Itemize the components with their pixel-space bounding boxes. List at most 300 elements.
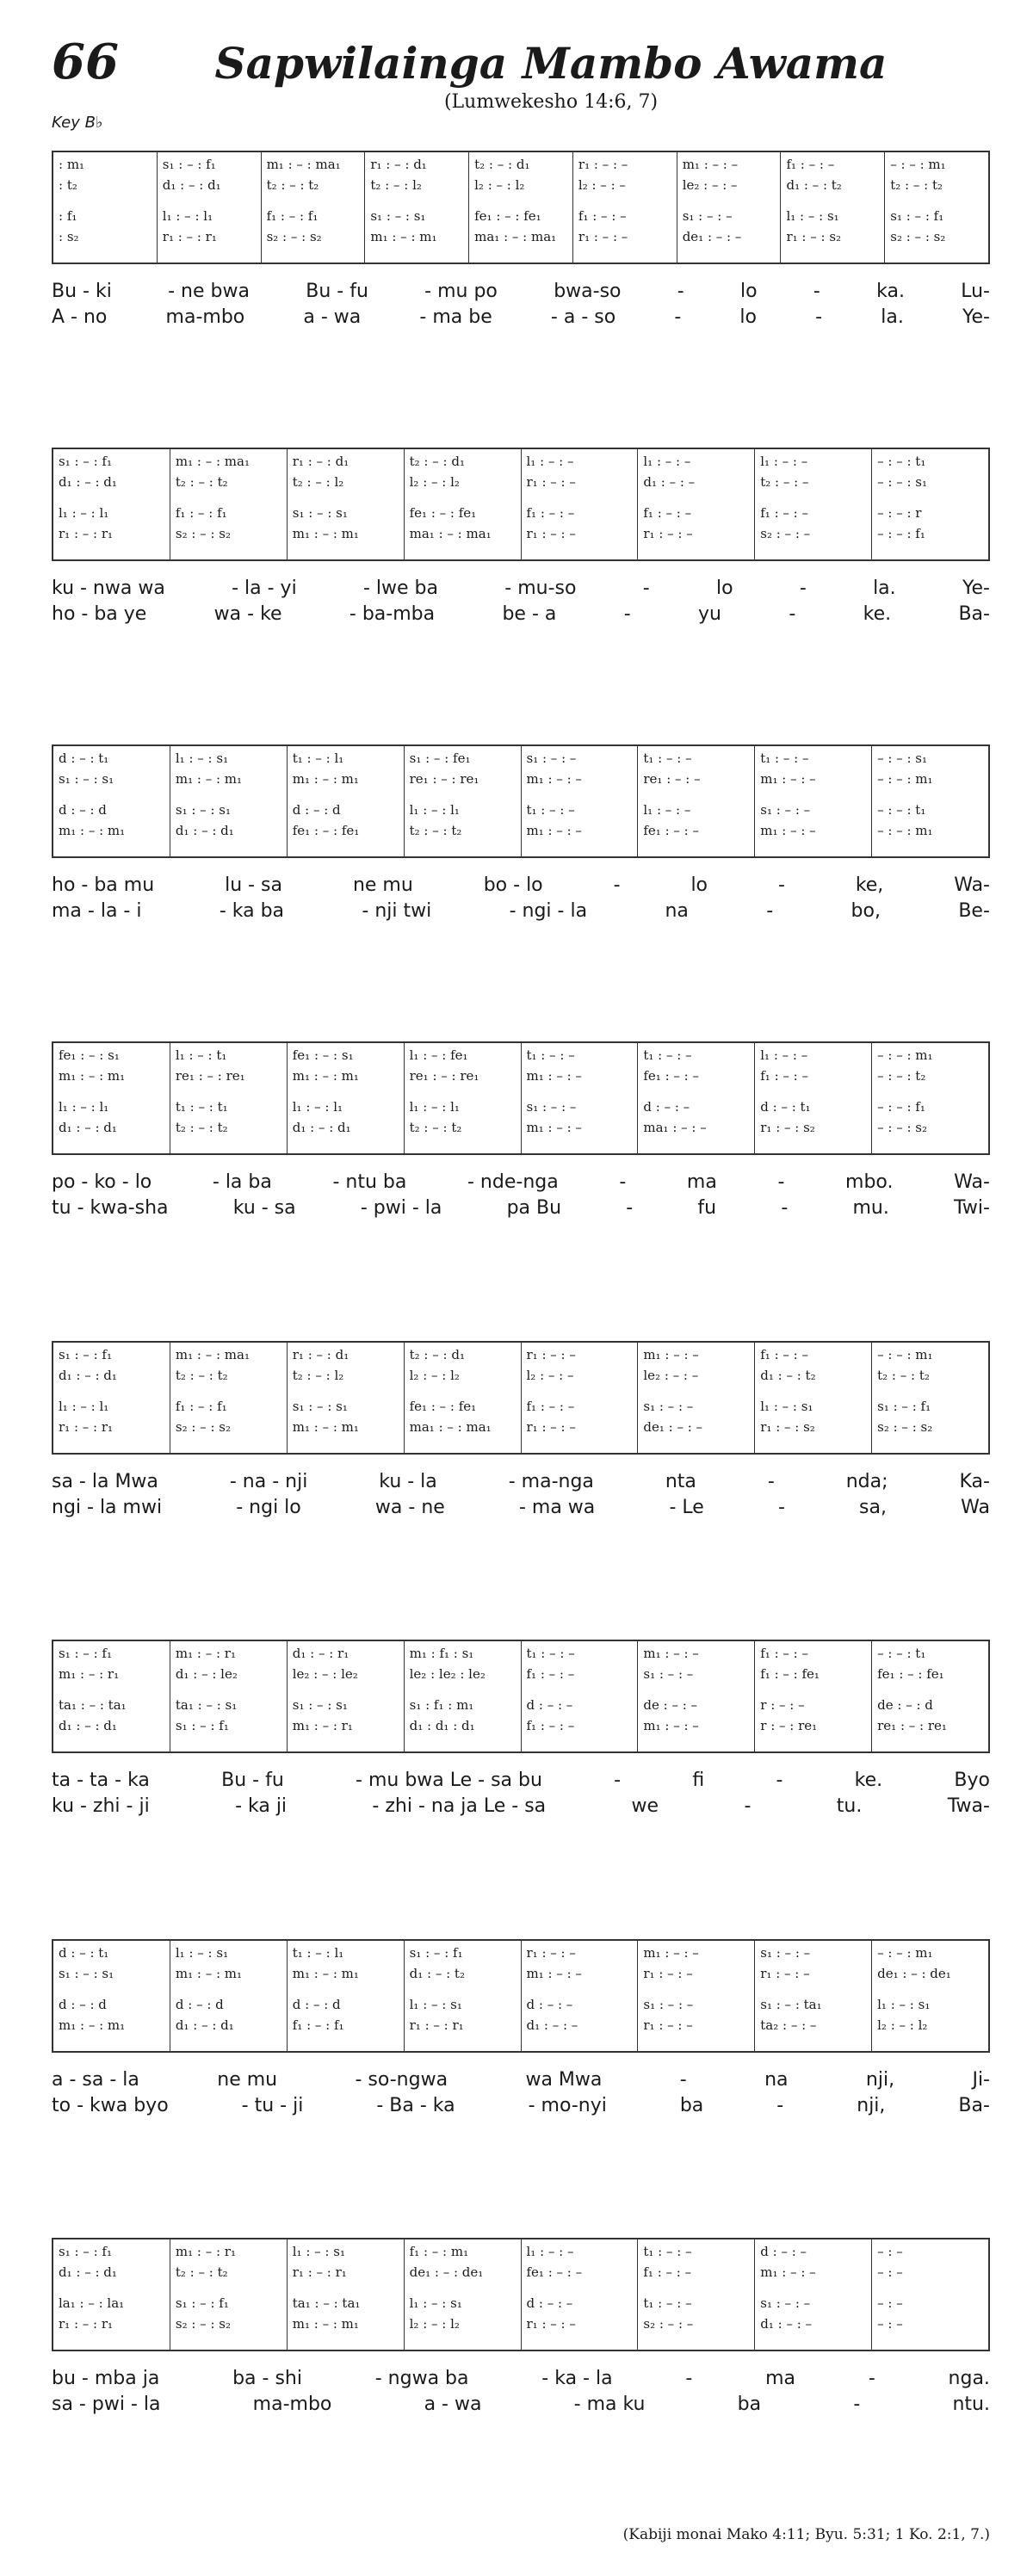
lyric-syllables: Byo xyxy=(954,1770,990,1791)
lyric-syllables: ma xyxy=(686,1171,717,1193)
upper-voices: d : – : – m₁ : – : – xyxy=(760,2244,816,2280)
measure xyxy=(288,1941,405,2051)
upper-voices: r₁ : – : d₁ t₂ : – : l₂ xyxy=(370,157,427,193)
measure xyxy=(288,1043,405,1153)
lower-voices: s₁ : – : – r₁ : – : – xyxy=(643,1997,694,2033)
lower-voices: f₁ : – : – r₁ : – : – xyxy=(526,505,576,541)
lower-voices: r : – : – r : – : re₁ xyxy=(760,1697,818,1733)
hymn-number: 66 xyxy=(52,34,119,90)
lyric-syllables: fi xyxy=(692,1770,705,1791)
lyric-syllables: fu xyxy=(697,1197,717,1219)
lyric-syllables: ta - ta - ka xyxy=(52,1770,150,1791)
lower-voices: fe₁ : – : fe₁ ma₁ : – : ma₁ xyxy=(409,1399,492,1435)
upper-voices: fe₁ : – : s₁ m₁ : – : m₁ xyxy=(59,1047,126,1084)
lyric-syllables: bu - mba ja xyxy=(52,2368,160,2389)
upper-voices: – : – – : – xyxy=(877,2244,903,2280)
measure xyxy=(638,449,755,559)
lower-voices: de : – : – m₁ : – : – xyxy=(643,1697,699,1733)
upper-voices: t₂ : – : d₁ l₂ : – : l₂ xyxy=(409,454,465,490)
lower-voices: s₁ : f₁ : m₁ d₁ : d₁ : d₁ xyxy=(409,1697,475,1733)
lyric-line-verse-2 xyxy=(52,2393,990,2417)
lower-voices: f₁ : – : – s₂ : – : – xyxy=(760,505,811,541)
upper-voices: s₁ : – : – r₁ : – : – xyxy=(760,1945,811,1981)
lower-voices: – : – : r – : – : f₁ xyxy=(877,505,925,541)
measure xyxy=(872,449,988,559)
lower-voices: f₁ : – : – r₁ : – : – xyxy=(578,208,628,244)
lyric-syllables: - so-ngwa xyxy=(355,2069,448,2091)
lower-voices: t₁ : – : t₁ t₂ : – : t₂ xyxy=(175,1099,228,1135)
measure xyxy=(53,746,170,856)
lyric-syllables: - nde-nga xyxy=(467,1171,559,1193)
lyric-line-verse-1 xyxy=(52,874,990,898)
lyric-syllables: - ntu ba xyxy=(332,1171,407,1193)
lyric-syllables: Bu - ki xyxy=(52,281,112,302)
music-system xyxy=(52,1341,990,1520)
lyric-syllables: - xyxy=(613,874,621,896)
lyric-syllables: ba xyxy=(737,2394,762,2415)
lyric-syllables: Wa xyxy=(961,1497,990,1518)
lyric-syllables: - xyxy=(777,1497,785,1518)
measure xyxy=(53,2239,170,2350)
measure xyxy=(638,1043,755,1153)
lyric-syllables: - xyxy=(853,2394,861,2415)
lower-voices: l₁ : – : s₁ r₁ : – : r₁ xyxy=(409,1997,464,2033)
upper-voices: t₂ : – : d₁ l₂ : – : l₂ xyxy=(474,157,530,193)
lyric-syllables: - Le xyxy=(669,1497,704,1518)
lyric-syllables: - mo-nyi xyxy=(528,2095,607,2116)
upper-voices: m₁ : – : – le₂ : – : – xyxy=(643,1347,699,1383)
solfa-staff xyxy=(52,2238,990,2351)
music-system xyxy=(52,448,990,627)
lyric-syllables: ma-mbo xyxy=(165,306,245,328)
upper-voices: t₁ : – : – f₁ : – : – xyxy=(526,1646,575,1682)
lower-voices: f₁ : – : f₁ s₂ : – : s₂ xyxy=(175,505,231,541)
lyric-syllables: - xyxy=(674,306,682,328)
upper-voices: r₁ : – : – l₂ : – : – xyxy=(526,1347,576,1383)
lower-voices: s₁ : – : ta₁ ta₂ : – : – xyxy=(760,1997,822,2033)
lower-voices: l₁ : – : l₁ d₁ : – : d₁ xyxy=(292,1099,351,1135)
measure xyxy=(638,1641,755,1751)
lyric-syllables: lo xyxy=(715,578,733,599)
lyric-syllables: - xyxy=(744,1795,752,1817)
lyric-syllables: - xyxy=(777,1171,785,1193)
lower-voices: fe₁ : – : fe₁ ma₁ : – : ma₁ xyxy=(409,505,492,541)
lower-voices: t₁ : – : – m₁ : – : – xyxy=(526,802,582,838)
lyric-syllables: - xyxy=(614,1770,622,1791)
upper-voices: t₁ : – : – re₁ : – : – xyxy=(643,751,701,787)
lyric-syllables: A - no xyxy=(52,306,108,328)
solfa-staff xyxy=(52,448,990,561)
lyric-syllables: Bu - fu xyxy=(306,281,368,302)
key-signature: Key B♭ xyxy=(52,114,103,132)
music-system xyxy=(52,2238,990,2417)
lyric-syllables: - ma be xyxy=(419,306,492,328)
upper-voices: f₁ : – : – d₁ : – : t₂ xyxy=(760,1347,816,1383)
upper-voices: m₁ : – : – le₂ : – : – xyxy=(682,157,739,193)
lower-voices: t₁ : – : – s₂ : – : – xyxy=(643,2295,694,2332)
lyric-syllables: bwa-so xyxy=(554,281,622,302)
lyric-syllables: - ka - la xyxy=(541,2368,613,2389)
measure xyxy=(638,1941,755,2051)
measure xyxy=(53,1343,170,1453)
lower-voices: s₁ : – : – m₁ : – : – xyxy=(526,1099,582,1135)
lower-voices: s₁ : – : f₁ s₂ : – : s₂ xyxy=(175,2295,231,2332)
music-system xyxy=(52,1939,990,2118)
lyric-line-verse-2 xyxy=(52,2094,990,2118)
lyric-syllables: - xyxy=(868,2368,875,2389)
lyric-syllables: - xyxy=(619,1171,627,1193)
measure xyxy=(755,746,872,856)
measure xyxy=(755,1641,872,1751)
lyric-syllables: ku - la xyxy=(379,1471,437,1492)
upper-voices: m₁ : – : r₁ t₂ : – : t₂ xyxy=(175,2244,236,2280)
lyric-syllables: Ji- xyxy=(972,2069,990,2091)
upper-voices: s₁ : – : f₁ d₁ : – : d₁ xyxy=(162,157,221,193)
lyric-line-verse-1 xyxy=(52,1769,990,1793)
lyric-syllables: lo xyxy=(740,281,758,302)
lyric-syllables: nga. xyxy=(948,2368,990,2389)
lyric-syllables: ntu. xyxy=(952,2394,990,2415)
lyric-syllables: Ba- xyxy=(958,2095,990,2116)
lyric-syllables: ku - zhi - ji xyxy=(52,1795,150,1817)
upper-voices: l₁ : – : – r₁ : – : – xyxy=(526,454,576,490)
measure xyxy=(170,1941,288,2051)
lower-voices: l₁ : – : s₁ r₁ : – : s₂ xyxy=(786,208,842,244)
measure xyxy=(469,152,573,263)
upper-voices: l₁ : – : fe₁ re₁ : – : re₁ xyxy=(409,1047,479,1084)
lower-voices: l₁ : – : l₁ t₂ : – : t₂ xyxy=(409,1099,462,1135)
lyric-syllables: a - wa xyxy=(303,306,362,328)
upper-voices: l₁ : – : s₁ r₁ : – : r₁ xyxy=(292,2244,347,2280)
lyric-syllables: - mu-so xyxy=(504,578,577,599)
lower-voices: s₁ : – : s₁ m₁ : – : m₁ xyxy=(292,505,359,541)
upper-voices: f₁ : – : m₁ de₁ : – : de₁ xyxy=(409,2244,484,2280)
lyric-syllables: - la ba xyxy=(212,1171,272,1193)
lyric-syllables: Ye- xyxy=(962,578,990,599)
measure xyxy=(573,152,677,263)
lyric-syllables: wa Mwa xyxy=(525,2069,603,2091)
lyric-syllables: Twi- xyxy=(954,1197,990,1219)
lower-voices: d : – : – ma₁ : – : – xyxy=(643,1099,707,1135)
lyric-syllables: we xyxy=(631,1795,659,1817)
lyric-syllables: - xyxy=(781,1197,789,1219)
upper-voices: l₁ : – : – f₁ : – : – xyxy=(760,1047,808,1084)
lyric-syllables: - xyxy=(766,900,774,922)
lower-voices: s₁ : – : s₁ m₁ : – : m₁ xyxy=(292,1399,359,1435)
lyric-syllables: lo xyxy=(690,874,708,896)
lyric-syllables: Twa- xyxy=(947,1795,990,1817)
lyric-syllables: na xyxy=(665,900,689,922)
lyric-syllables: - ne bwa xyxy=(168,281,250,302)
lyric-syllables: Ba- xyxy=(958,603,990,625)
measure xyxy=(872,2239,988,2350)
lower-voices: l₁ : – : l₁ r₁ : – : r₁ xyxy=(59,505,114,541)
measure xyxy=(262,152,366,263)
upper-voices: l₁ : – : – fe₁ : – : – xyxy=(526,2244,583,2280)
upper-voices: s₁ : – : – m₁ : – : – xyxy=(526,751,582,787)
upper-voices: d₁ : – : r₁ le₂ : – : le₂ xyxy=(292,1646,358,1682)
measure xyxy=(288,746,405,856)
measure xyxy=(755,2239,872,2350)
music-system xyxy=(52,744,990,924)
lyric-syllables: - ka ba xyxy=(219,900,285,922)
upper-voices: m₁ : – : r₁ d₁ : – : le₂ xyxy=(175,1646,238,1682)
lyric-syllables: - Ba - ka xyxy=(376,2095,455,2116)
lyric-syllables: - ngi lo xyxy=(236,1497,301,1518)
upper-voices: s₁ : – : f₁ d₁ : – : t₂ xyxy=(409,1945,465,1981)
lyric-syllables: nta xyxy=(665,1471,696,1492)
lyric-syllables: - ngwa ba xyxy=(374,2368,469,2389)
lyric-line-verse-2 xyxy=(52,1196,990,1220)
upper-voices: s₁ : – : fe₁ re₁ : – : re₁ xyxy=(409,751,479,787)
lyric-syllables: ba xyxy=(679,2095,704,2116)
lyric-syllables: - xyxy=(677,281,684,302)
lower-voices: f₁ : – : f₁ s₂ : – : s₂ xyxy=(175,1399,231,1435)
measure xyxy=(638,746,755,856)
upper-voices: t₁ : – : – m₁ : – : – xyxy=(760,751,816,787)
measure xyxy=(158,152,262,263)
upper-voices: s₁ : – : f₁ d₁ : – : d₁ xyxy=(59,1347,117,1383)
lyric-syllables: be - a xyxy=(502,603,557,625)
music-system xyxy=(52,1640,990,1819)
measure xyxy=(755,1343,872,1453)
measure xyxy=(288,1641,405,1751)
upper-voices: s₁ : – : f₁ d₁ : – : d₁ xyxy=(59,454,117,490)
measure xyxy=(872,1043,988,1153)
upper-voices: m₁ : – : – s₁ : – : – xyxy=(643,1646,699,1682)
measure xyxy=(405,1641,522,1751)
hymn-title: Sapwilainga Mambo Awama xyxy=(214,38,888,89)
lower-voices: d : – : d d₁ : – : d₁ xyxy=(175,1997,234,2033)
measure xyxy=(288,449,405,559)
upper-voices: m₁ : f₁ : s₁ le₂ : le₂ : le₂ xyxy=(409,1646,486,1682)
lyric-syllables: bo, xyxy=(851,900,881,922)
measure xyxy=(53,1941,170,2051)
lyric-syllables: Ye- xyxy=(962,306,990,328)
upper-voices: t₂ : – : d₁ l₂ : – : l₂ xyxy=(409,1347,465,1383)
measure xyxy=(522,1343,639,1453)
upper-voices: – : – : m₁ – : – : t₂ xyxy=(877,1047,933,1084)
lyric-syllables: ku - sa xyxy=(232,1197,296,1219)
lyric-syllables: sa - pwi - la xyxy=(52,2394,161,2415)
lower-voices: s₁ : – : – d₁ : – : – xyxy=(760,2295,813,2332)
lyric-syllables: sa, xyxy=(859,1497,887,1518)
lower-voices: s₁ : – : – m₁ : – : – xyxy=(760,802,816,838)
lyric-syllables: Wa- xyxy=(954,1171,990,1193)
lyric-syllables: - lwe ba xyxy=(362,578,438,599)
lyric-syllables: - ma wa xyxy=(518,1497,596,1518)
lower-voices: fe₁ : – : fe₁ ma₁ : – : ma₁ xyxy=(474,208,557,244)
lyric-syllables: Bu - fu xyxy=(221,1770,284,1791)
lower-voices: l₁ : – : s₁ r₁ : – : s₂ xyxy=(760,1399,815,1435)
lyric-line-verse-1 xyxy=(52,577,990,601)
lyric-syllables: Ka- xyxy=(959,1471,990,1492)
upper-voices: l₁ : – : – t₂ : – : – xyxy=(760,454,809,490)
measure xyxy=(170,746,288,856)
lyric-syllables: - ba-mba xyxy=(349,603,436,625)
measure xyxy=(755,449,872,559)
measure xyxy=(677,152,782,263)
upper-voices: r₁ : – : – m₁ : – : – xyxy=(526,1945,582,1981)
lyric-syllables: sa - la Mwa xyxy=(52,1471,158,1492)
music-system xyxy=(52,151,990,330)
lyric-syllables: a - wa xyxy=(424,2394,482,2415)
lyric-syllables: - na - nji xyxy=(229,1471,308,1492)
lyric-syllables: - xyxy=(799,578,807,599)
measure xyxy=(781,152,885,263)
lower-voices: ta₁ : – : ta₁ m₁ : – : m₁ xyxy=(292,2295,361,2332)
upper-voices: m₁ : – : – r₁ : – : – xyxy=(643,1945,699,1981)
measure xyxy=(755,1941,872,2051)
lyric-syllables: - xyxy=(815,306,823,328)
upper-voices: fe₁ : – : s₁ m₁ : – : m₁ xyxy=(292,1047,359,1084)
lower-voices: d : – : d fe₁ : – : fe₁ xyxy=(292,802,360,838)
lyric-syllables: - la - yi xyxy=(232,578,297,599)
lyric-syllables: nji, xyxy=(865,2069,895,2091)
lower-voices: d : – : t₁ r₁ : – : s₂ xyxy=(760,1099,815,1135)
lyric-syllables: ke, xyxy=(855,874,884,896)
lyric-syllables: wa - ne xyxy=(374,1497,445,1518)
lyric-syllables: ku - nwa wa xyxy=(52,578,165,599)
upper-voices: t₁ : – : – fe₁ : – : – xyxy=(643,1047,699,1084)
upper-voices: r₁ : – : – l₂ : – : – xyxy=(578,157,628,193)
lyric-syllables: - xyxy=(789,603,796,625)
lyric-line-verse-1 xyxy=(52,2367,990,2391)
upper-voices: d : – : t₁ s₁ : – : s₁ xyxy=(59,751,114,787)
measure xyxy=(170,1641,288,1751)
upper-voices: – : – : m₁ t₂ : – : t₂ xyxy=(877,1347,933,1383)
upper-voices: – : – : t₁ fe₁ : – : fe₁ xyxy=(877,1646,944,1682)
lower-voices: l₁ : – : l₁ t₂ : – : t₂ xyxy=(409,802,462,838)
measure xyxy=(53,1043,170,1153)
upper-voices: l₁ : – : t₁ re₁ : – : re₁ xyxy=(175,1047,245,1084)
lyric-syllables: - xyxy=(623,603,631,625)
measure xyxy=(288,2239,405,2350)
solfa-staff xyxy=(52,151,990,264)
lower-voices: s₁ : – : s₁ m₁ : – : m₁ xyxy=(370,208,437,244)
lyric-syllables: ke. xyxy=(854,1770,883,1791)
lyric-line-verse-1 xyxy=(52,2068,990,2092)
lyric-syllables: - zhi - na ja Le - sa xyxy=(372,1795,547,1817)
lyric-line-verse-1 xyxy=(52,280,990,304)
lyric-syllables: - a - so xyxy=(550,306,616,328)
lower-voices: l₁ : – : s₁ l₂ : – : l₂ xyxy=(409,2295,462,2332)
lower-voices: de : – : d re₁ : – : re₁ xyxy=(877,1697,947,1733)
upper-voices: – : – : t₁ – : – : s₁ xyxy=(877,454,928,490)
lyric-syllables: ma - la - i xyxy=(52,900,142,922)
upper-voices: l₁ : – : s₁ m₁ : – : m₁ xyxy=(175,751,243,787)
upper-voices: m₁ : – : ma₁ t₂ : – : t₂ xyxy=(175,454,250,490)
lyric-syllables: - ka ji xyxy=(235,1795,288,1817)
lyric-syllables: - xyxy=(685,2368,693,2389)
lower-voices: d : – : d m₁ : – : m₁ xyxy=(59,1997,126,2033)
lyric-syllables: - ngi - la xyxy=(509,900,588,922)
upper-voices: t₁ : – : – f₁ : – : – xyxy=(643,2244,692,2280)
upper-voices: s₁ : – : f₁ m₁ : – : r₁ xyxy=(59,1646,120,1682)
lower-voices: l₁ : – : l₁ r₁ : – : r₁ xyxy=(59,1399,114,1435)
measure xyxy=(885,152,988,263)
upper-voices: r₁ : – : d₁ t₂ : – : l₂ xyxy=(292,1347,349,1383)
lyric-syllables: mu. xyxy=(852,1197,889,1219)
measure xyxy=(522,746,639,856)
upper-voices: f₁ : – : – d₁ : – : t₂ xyxy=(786,157,842,193)
lyric-syllables: mbo. xyxy=(845,1171,894,1193)
measure xyxy=(872,1941,988,2051)
measure xyxy=(638,2239,755,2350)
upper-voices: : m₁ : t₂ xyxy=(59,157,85,193)
measure xyxy=(365,152,469,263)
lyric-syllables: Wa- xyxy=(954,874,990,896)
lyric-syllables: po - ko - lo xyxy=(52,1171,152,1193)
upper-voices: t₁ : – : l₁ m₁ : – : m₁ xyxy=(292,1945,359,1981)
lyric-syllables: pa Bu xyxy=(506,1197,562,1219)
lyric-line-verse-2 xyxy=(52,899,990,924)
lower-voices: d : – : d m₁ : – : m₁ xyxy=(59,802,126,838)
lyric-syllables: to - kwa byo xyxy=(52,2095,169,2116)
lyric-syllables: tu - kwa-sha xyxy=(52,1197,169,1219)
hymn-header xyxy=(52,34,990,138)
lyric-syllables: ma xyxy=(765,2368,796,2389)
measure xyxy=(522,2239,639,2350)
lyric-syllables: la. xyxy=(881,306,904,328)
measure xyxy=(522,1641,639,1751)
solfa-staff xyxy=(52,1341,990,1455)
upper-voices: l₁ : – : s₁ m₁ : – : m₁ xyxy=(175,1945,243,1981)
lyric-syllables: ne mu xyxy=(352,874,413,896)
measure xyxy=(53,449,170,559)
lower-voices: l₁ : – : l₁ r₁ : – : r₁ xyxy=(162,208,217,244)
measure xyxy=(405,2239,522,2350)
solfa-staff xyxy=(52,1041,990,1155)
upper-voices: r₁ : – : d₁ t₂ : – : l₂ xyxy=(292,454,349,490)
upper-voices: s₁ : – : f₁ d₁ : – : d₁ xyxy=(59,2244,117,2280)
lyric-syllables: - xyxy=(767,1471,775,1492)
lyric-syllables: lu - sa xyxy=(225,874,283,896)
measure xyxy=(405,1941,522,2051)
lower-voices: ta₁ : – : s₁ s₁ : – : f₁ xyxy=(175,1697,238,1733)
measure xyxy=(872,1641,988,1751)
measure xyxy=(288,1343,405,1453)
lower-voices: f₁ : – : f₁ s₂ : – : s₂ xyxy=(266,208,322,244)
lyric-syllables: - xyxy=(642,578,650,599)
lower-voices: s₁ : – : – de₁ : – : – xyxy=(643,1399,703,1435)
lower-voices: d : – : d f₁ : – : f₁ xyxy=(292,1997,344,2033)
lyric-syllables: - ma-nga xyxy=(508,1471,594,1492)
lyric-line-verse-1 xyxy=(52,1470,990,1494)
lyric-syllables: bo - lo xyxy=(483,874,543,896)
lyric-syllables: wa - ke xyxy=(213,603,282,625)
measure xyxy=(755,1043,872,1153)
measure xyxy=(170,1043,288,1153)
measure xyxy=(405,449,522,559)
lyric-syllables: ngi - la mwi xyxy=(52,1497,163,1518)
lyric-line-verse-2 xyxy=(52,602,990,627)
lower-voices: – : – – : – xyxy=(877,2295,903,2332)
measure xyxy=(405,1343,522,1453)
lyric-syllables: ba - shi xyxy=(232,2368,302,2389)
solfa-staff xyxy=(52,1640,990,1753)
lower-voices: d : – : – f₁ : – : – xyxy=(526,1697,575,1733)
measure xyxy=(872,1343,988,1453)
lyric-syllables: lo xyxy=(739,306,757,328)
measure xyxy=(53,1641,170,1751)
lower-voices: s₁ : – : s₁ m₁ : – : r₁ xyxy=(292,1697,353,1733)
solfa-staff xyxy=(52,744,990,858)
measure xyxy=(170,2239,288,2350)
lyric-syllables: - mu bwa Le - sa bu xyxy=(356,1770,542,1791)
upper-voices: t₁ : – : l₁ m₁ : – : m₁ xyxy=(292,751,359,787)
lower-voices: – : – : t₁ – : – : m₁ xyxy=(877,802,933,838)
